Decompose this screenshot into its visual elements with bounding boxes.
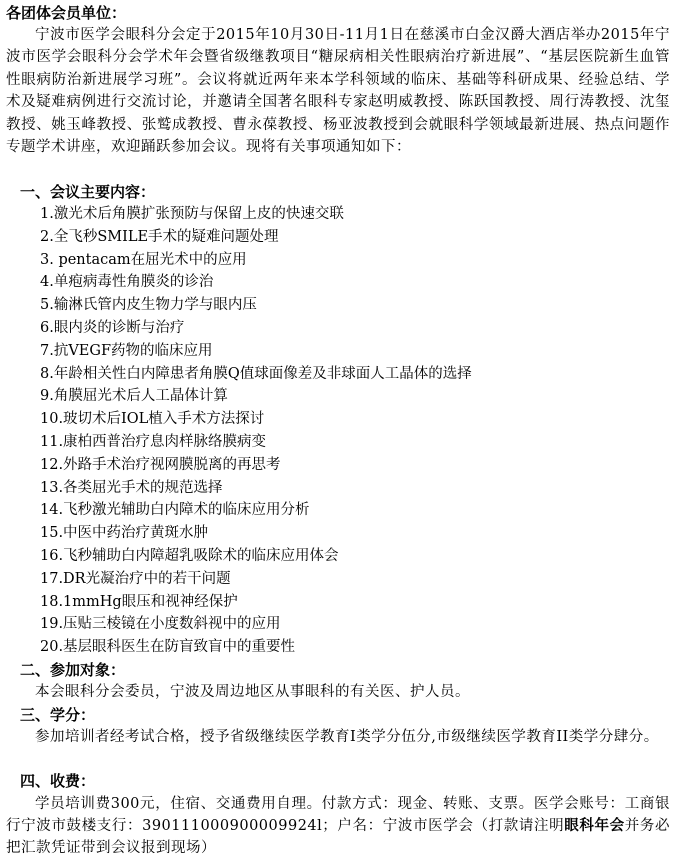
list-item: 10.玻切术后IOL植入手术方法探讨: [40, 411, 265, 428]
list-item: 14.飞秒激光辅助白内障术的临床应用分析: [40, 502, 310, 519]
notice-document: [6, 2, 670, 860]
content-list: [6, 203, 670, 659]
credit-paragraph: 参加培训者经考试合格，授予省级继续医学教育I类学分伍分,市级继续医学教育II类学分肆分。: [35, 728, 659, 745]
salutation: 各团体会员单位：: [6, 4, 127, 22]
list-item: 20.基层眼科医生在防盲致盲中的重要性: [40, 639, 296, 656]
section-title-credit: 三、学分：: [20, 705, 96, 724]
list-item: 18.1mmHg眼压和视神经保护: [40, 593, 238, 610]
list-item: 3. pentacam在屈光术中的应用: [40, 251, 247, 268]
section-title-content: 一、会议主要内容：: [20, 182, 156, 201]
list-item: 1.激光术后角膜扩张预防与保留上皮的快速交联: [40, 205, 344, 222]
section-title-audience: 二、参加对象：: [20, 660, 126, 679]
fees-text-end: 并务必把汇款凭证带到会议报到现场）: [6, 818, 671, 857]
list-item: 13.各类屈光手术的规范选择: [40, 479, 223, 496]
list-item: 2.全飞秒SMILE手术的疑难问题处理: [40, 228, 279, 245]
list-item: 6.眼内炎的诊断与治疗: [40, 319, 185, 336]
list-item: 11.康柏西普治疗息肉样脉络膜病变: [40, 433, 267, 450]
list-item: 7.抗VEGF药物的临床应用: [40, 342, 213, 359]
intro-paragraph: 宁波市医学会眼科分会定于2015年10月30日-11月1日在慈溪市白金汉爵大酒店举办2015年宁波市医学会眼科分会学术年会暨省级继教项目“糖尿病相关性眼病治疗新进展”、“基层医院新生血管性眼病防治新进展学习班”。会议将就近两年来本学科领域的临床、基础等科研成果、经验总结、学术及疑难病例进行交流讨论，并邀请全国著名眼科专家赵明威教授、陈跃国教授、周行涛教授、沈玺教授、姚玉峰教授、张鹫成教授、曹永葆教授、杨亚波教授到会就眼科学领域最新进展、热点问题作专题学术讲座，欢迎踊跃参加会议。现将有关事项通知如下：: [6, 27, 670, 156]
list-item: 8.年龄相关性白内障患者角膜Q值球面像差及非球面人工晶体的选择: [40, 365, 472, 382]
list-item: 17.DR光凝治疗中的若干问题: [40, 570, 231, 587]
fees-paragraph: [6, 793, 670, 860]
fees-emphasis: 眼科年会: [564, 817, 625, 835]
list-item: 12.外路手术治疗视网膜脱离的再思考: [40, 456, 281, 473]
list-item: 19.压贴三棱镜在小度数斜视中的应用: [40, 616, 281, 633]
list-item: 4.单疱病毒性角膜炎的诊治: [40, 274, 214, 291]
list-item: 9.角膜屈光术后人工晶体计算: [40, 388, 228, 405]
list-item: 15.中医中药治疗黄斑水肿: [40, 525, 209, 542]
list-item: 16.飞秒辅助白内障超乳吸除术的临床应用体会: [40, 547, 339, 564]
section-title-fees: 四、收费：: [20, 772, 96, 791]
audience-paragraph: 本会眼科分会委员，宁波及周边地区从事眼科的有关医、护人员。: [35, 684, 470, 701]
list-item: 5.输淋氏管内皮生物力学与眼内压: [40, 297, 257, 314]
fees-text: 学员培训费300元，住宿、交通费用自理。付款方式：现金、转账、支票。医学会账号：工商银行宁波市鼓楼支行：390111000900009924l；户名：宁波市医学会（打款请注明: [6, 795, 670, 835]
